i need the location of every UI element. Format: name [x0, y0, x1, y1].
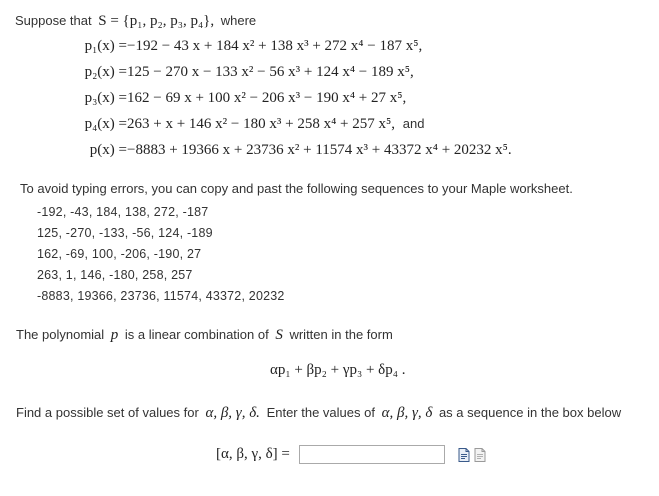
copy-note: To avoid typing errors, you can copy and past the following sequences to your Maple worksheet.	[20, 181, 573, 196]
task-middle: Enter the values of	[266, 405, 375, 420]
poly-p1-rhs	[127, 38, 422, 55]
task-prefix: Find a possible set of values for	[16, 405, 199, 420]
set-definition: S = {p₁, p₂, p₃, p₄},	[98, 13, 215, 29]
poly-p3-expression: 162 − 69 x + 100 x² − 206 x³ − 190 x⁴ + 27 x⁵,	[127, 90, 407, 106]
intro-line	[15, 13, 256, 30]
poly-p4-lhs: p₄(x) =	[84, 116, 127, 132]
combination-s-symbol: S	[275, 327, 283, 343]
sequence-p2[interactable]: 125, -270, -133, -56, 124, -189	[37, 226, 213, 240]
task-suffix: as a sequence in the box below	[438, 405, 622, 420]
poly-p2-lhs: p₂(x) =	[84, 64, 127, 80]
poly-p4-rhs	[127, 116, 424, 133]
poly-p2-expression: 125 − 270 x − 133 x² − 56 x³ + 124 x⁴ − 189 x⁵,	[127, 64, 414, 80]
poly-p3-row	[0, 87, 659, 113]
preview-icon[interactable]	[458, 448, 470, 462]
answer-input[interactable]	[299, 445, 445, 464]
poly-p1-row	[0, 35, 659, 61]
combination-sentence	[16, 327, 393, 344]
sequence-p3[interactable]: 162, -69, 100, -206, -190, 27	[37, 247, 202, 261]
poly-p1-expression: −192 − 43 x + 184 x² + 138 x³ + 272 x⁴ − 187 x⁵,	[127, 38, 423, 54]
intro-suffix: where	[220, 13, 257, 28]
poly-p-row	[0, 139, 659, 165]
sequence-p[interactable]: -8883, 19366, 23736, 11574, 43372, 20232	[37, 289, 285, 303]
help-icon[interactable]	[474, 448, 486, 462]
answer-label: [α, β, γ, δ] =	[216, 446, 290, 462]
poly-p-expression: −8883 + 19366 x + 23736 x² + 11574 x³ + 43372 x⁴ + 20232 x⁵.	[127, 142, 512, 158]
combination-formula: αp₁ + βp₂ + γp₃ + δp₄ .	[270, 362, 406, 378]
poly-p4-row	[0, 113, 659, 139]
poly-p1-lhs: p₁(x) =	[84, 38, 127, 54]
poly-p3-lhs: p₃(x) =	[84, 90, 127, 106]
sequence-p4[interactable]: 263, 1, 146, -180, 258, 257	[37, 268, 193, 282]
task-vars-2: α, β, γ, δ	[381, 405, 433, 421]
poly-p4-expression: 263 + x + 146 x² − 180 x³ + 258 x⁴ + 257 x⁵,	[127, 116, 396, 132]
poly-p-rhs	[127, 142, 512, 159]
task-sentence	[16, 405, 621, 422]
task-vars: α, β, γ, δ.	[205, 405, 260, 421]
combination-suffix: written in the form	[289, 327, 393, 342]
combination-prefix: The polynomial	[16, 327, 105, 342]
poly-p2-rhs	[127, 64, 414, 81]
poly-p2-row	[0, 61, 659, 87]
poly-p4-tail: and	[402, 116, 425, 131]
poly-p3-rhs	[127, 90, 406, 107]
combination-middle: is a linear combination of	[124, 327, 269, 342]
combination-p-symbol: p	[110, 327, 119, 343]
poly-p-lhs: p(x) =	[89, 142, 127, 158]
intro-prefix: Suppose that	[15, 13, 92, 28]
sequence-p1[interactable]: -192, -43, 184, 138, 272, -187	[37, 205, 209, 219]
